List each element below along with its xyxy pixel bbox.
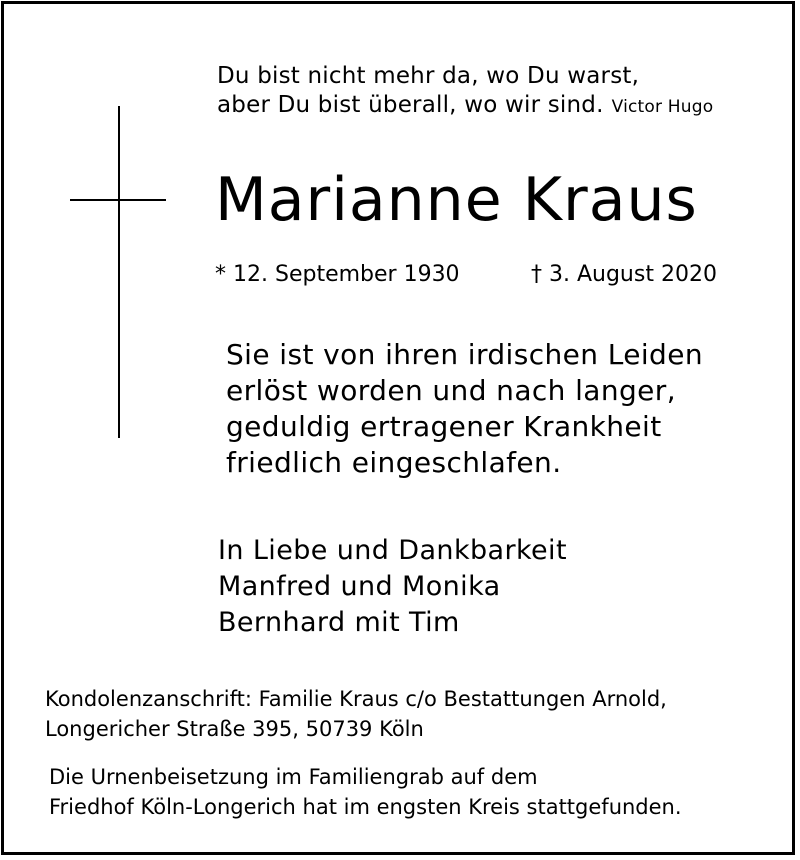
- birth-date: * 12. September 1930: [215, 262, 460, 287]
- burial-line-2: Friedhof Köln-Longerich hat im engsten Kreis stattgefunden.: [49, 795, 682, 819]
- cross-icon-vertical: [118, 106, 120, 438]
- message-line-4: friedlich eingeschlafen.: [226, 446, 562, 479]
- death-date: † 3. August 2020: [531, 262, 717, 287]
- quote-line-2-text: aber Du bist überall, wo wir sind.: [217, 92, 604, 118]
- deceased-name: Marianne Kraus: [215, 165, 698, 235]
- quote-line-2: [217, 94, 713, 117]
- message-line-1: Sie ist von ihren irdischen Leiden: [226, 338, 703, 371]
- message-line-2: erlöst worden und nach langer,: [226, 374, 677, 407]
- signers-line-1: In Liebe und Dankbarkeit: [218, 535, 567, 566]
- condolence-line-2: Longericher Straße 395, 50739 Köln: [45, 717, 424, 741]
- condolence-line-1: Kondolenzanschrift: Familie Kraus c/o Bestattungen Arnold,: [45, 687, 667, 711]
- signers-line-2: Manfred und Monika: [218, 571, 501, 602]
- message-line-3: geduldig ertragener Krankheit: [226, 410, 662, 443]
- cross-icon-horizontal: [70, 199, 166, 201]
- quote-line-1: Du bist nicht mehr da, wo Du warst,: [217, 63, 640, 89]
- quote-author: Victor Hugo: [611, 97, 714, 117]
- burial-line-1: Die Urnenbeisetzung im Familiengrab auf dem: [49, 765, 538, 789]
- signers-line-3: Bernhard mit Tim: [218, 607, 460, 638]
